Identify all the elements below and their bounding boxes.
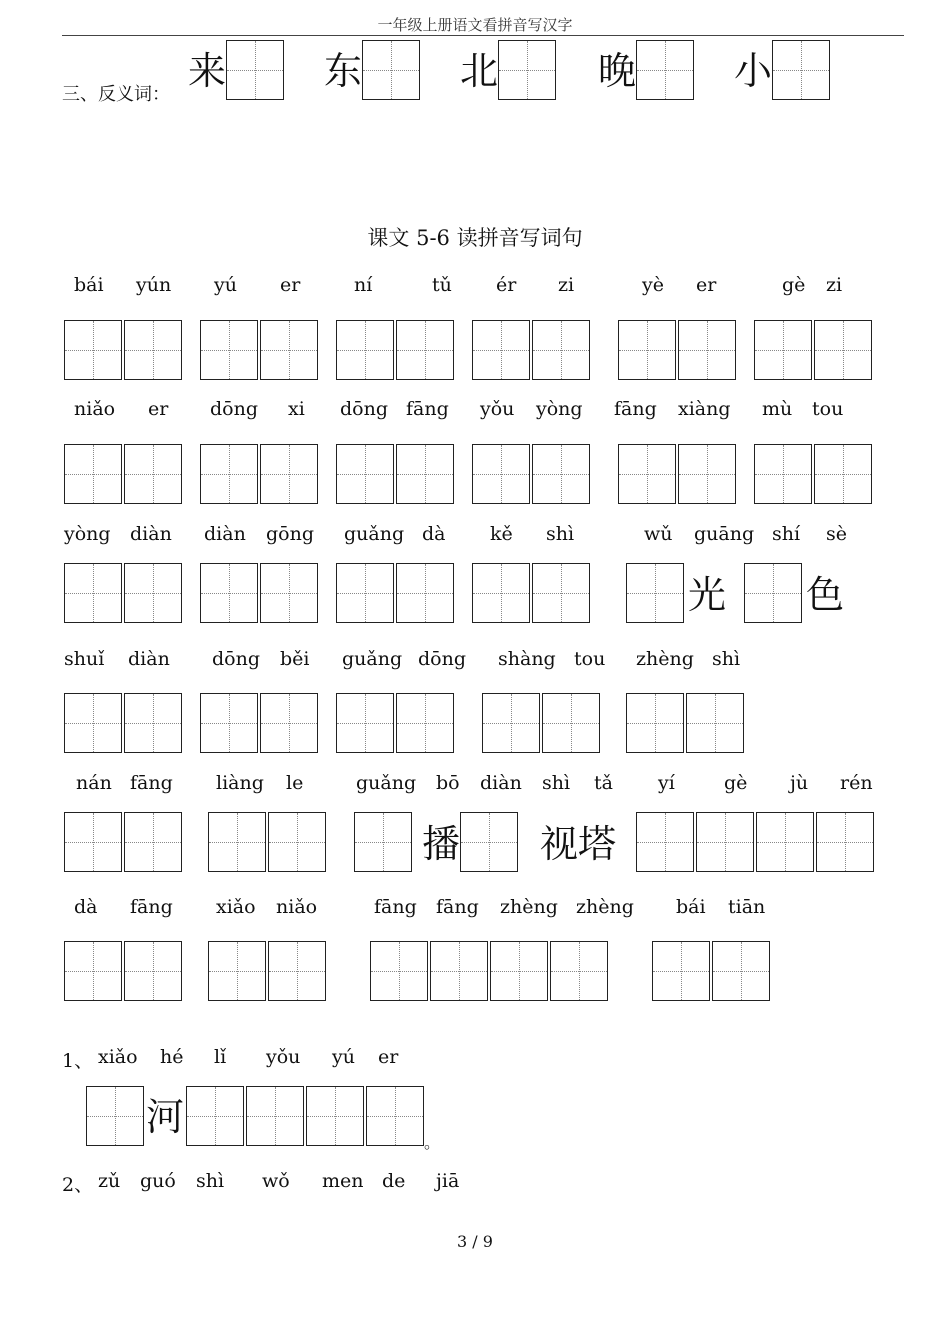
writing-cell[interactable]	[636, 812, 694, 872]
writing-cell[interactable]	[754, 444, 812, 504]
writing-cell[interactable]	[532, 444, 590, 504]
writing-cell[interactable]	[268, 812, 326, 872]
writing-cell[interactable]	[124, 693, 182, 753]
writing-cell[interactable]	[460, 812, 518, 872]
writing-cell[interactable]	[200, 320, 258, 380]
writing-cell[interactable]	[686, 693, 744, 753]
pinyin-syllable: ér	[496, 274, 517, 296]
writing-cell[interactable]	[626, 693, 684, 753]
writing-cell[interactable]	[64, 563, 122, 623]
pinyin-syllable: zhèng	[576, 896, 634, 918]
pinyin-syllable: diàn	[130, 523, 172, 545]
sentence-number: 2、	[62, 1174, 94, 1196]
given-character: 播	[422, 822, 461, 866]
pinyin-syllable: yǒu	[266, 1046, 301, 1068]
pinyin-syllable: hé	[160, 1046, 184, 1068]
writing-cell[interactable]	[336, 693, 394, 753]
pinyin-syllable: diàn	[128, 648, 170, 670]
pinyin-syllable: zi	[826, 274, 843, 296]
pinyin-syllable: guó	[140, 1170, 176, 1192]
writing-cell[interactable]	[532, 320, 590, 380]
pinyin-syllable: tou	[574, 648, 606, 670]
writing-cell[interactable]	[260, 563, 318, 623]
pinyin-syllable: le	[286, 772, 304, 794]
writing-cell[interactable]	[652, 941, 710, 1001]
pinyin-syllable: yú	[214, 274, 237, 296]
antonym-char: 小	[734, 49, 773, 93]
pinyin-syllable: sè	[826, 523, 847, 545]
writing-cell[interactable]	[814, 320, 872, 380]
writing-cell[interactable]	[354, 812, 412, 872]
header-divider	[62, 35, 904, 36]
writing-cell[interactable]	[306, 1086, 364, 1146]
pinyin-syllable: shuǐ	[64, 648, 105, 670]
pinyin-syllable: er	[148, 398, 169, 420]
writing-cell[interactable]	[472, 444, 530, 504]
section-title: 课文 5-6 读拼音写词句	[367, 226, 583, 250]
writing-cell[interactable]	[430, 941, 488, 1001]
pinyin-syllable: er	[696, 274, 717, 296]
writing-cell[interactable]	[618, 320, 676, 380]
pinyin-syllable: fāng	[130, 896, 173, 918]
pinyin-syllable: běi	[280, 648, 310, 670]
antonym-char: 北	[460, 49, 499, 93]
writing-cell[interactable]	[370, 941, 428, 1001]
pinyin-syllable: xiàng	[678, 398, 731, 420]
pinyin-syllable: shì	[542, 772, 571, 794]
pinyin-syllable: bái	[676, 896, 706, 918]
pinyin-syllable: yǒu	[480, 398, 515, 420]
writing-cell[interactable]	[712, 941, 770, 1001]
given-character: 河	[146, 1095, 185, 1139]
writing-cell[interactable]	[618, 444, 676, 504]
pinyin-syllable: guǎng	[342, 648, 403, 670]
pinyin-syllable: dōng	[418, 648, 467, 670]
writing-cell[interactable]	[246, 1086, 304, 1146]
pinyin-syllable: liàng	[216, 772, 264, 794]
pinyin-syllable: yòng	[64, 523, 111, 545]
writing-cell[interactable]	[678, 320, 736, 380]
writing-cell[interactable]	[498, 40, 556, 100]
pinyin-syllable: zhèng	[636, 648, 694, 670]
pinyin-syllable: jiā	[436, 1170, 460, 1192]
writing-cell[interactable]	[64, 320, 122, 380]
writing-cell[interactable]	[226, 40, 284, 100]
pinyin-syllable: zǔ	[98, 1170, 121, 1192]
pinyin-syllable: tiān	[728, 896, 766, 918]
pinyin-syllable: shí	[772, 523, 801, 545]
writing-cell[interactable]	[542, 693, 600, 753]
writing-cell[interactable]	[696, 812, 754, 872]
pinyin-syllable: shàng	[498, 648, 556, 670]
writing-cell[interactable]	[472, 563, 530, 623]
pinyin-syllable: wǒ	[262, 1170, 290, 1192]
sentence-number: 1、	[62, 1050, 94, 1072]
antonyms-label: 三、反义词：	[62, 84, 170, 105]
writing-cell[interactable]	[396, 563, 454, 623]
writing-cell[interactable]	[124, 320, 182, 380]
pinyin-syllable: er	[280, 274, 301, 296]
pinyin-syllable: niǎo	[74, 398, 116, 420]
pinyin-syllable: kě	[490, 523, 513, 545]
pinyin-syllable: guǎng	[356, 772, 417, 794]
writing-cell[interactable]	[482, 693, 540, 753]
writing-cell[interactable]	[86, 1086, 144, 1146]
writing-cell[interactable]	[362, 40, 420, 100]
writing-cell[interactable]	[200, 693, 258, 753]
writing-cell[interactable]	[124, 444, 182, 504]
writing-cell[interactable]	[772, 40, 830, 100]
pinyin-syllable: gōng	[266, 523, 315, 545]
antonym-char: 东	[324, 49, 363, 93]
writing-cell[interactable]	[756, 812, 814, 872]
pinyin-syllable: mù	[762, 398, 793, 420]
pinyin-syllable: tou	[812, 398, 844, 420]
pinyin-syllable: dōng	[212, 648, 261, 670]
pinyin-syllable: niǎo	[276, 896, 318, 918]
pinyin-syllable: diàn	[204, 523, 246, 545]
pinyin-syllable: men	[322, 1170, 364, 1192]
pinyin-syllable: fāng	[436, 896, 479, 918]
pinyin-syllable: fāng	[130, 772, 173, 794]
writing-cell[interactable]	[208, 941, 266, 1001]
writing-cell[interactable]	[366, 1086, 424, 1146]
pinyin-syllable: xiǎo	[98, 1046, 138, 1068]
given-character: 视塔	[540, 822, 617, 866]
writing-cell[interactable]	[472, 320, 530, 380]
pinyin-syllable: er	[378, 1046, 399, 1068]
pinyin-syllable: gè	[782, 274, 806, 296]
pinyin-syllable: fāng	[614, 398, 657, 420]
pinyin-syllable: dōng	[340, 398, 389, 420]
pinyin-syllable: ní	[354, 274, 373, 296]
given-character: 色	[806, 573, 845, 617]
pinyin-syllable: tǎ	[594, 772, 613, 794]
pinyin-syllable: yè	[642, 274, 664, 296]
writing-cell[interactable]	[636, 40, 694, 100]
pinyin-syllable: zi	[558, 274, 575, 296]
writing-cell[interactable]	[200, 563, 258, 623]
writing-cell[interactable]	[532, 563, 590, 623]
pinyin-syllable: yòng	[536, 398, 583, 420]
pinyin-syllable: yú	[332, 1046, 355, 1068]
pinyin-syllable: fāng	[406, 398, 449, 420]
writing-cell[interactable]	[124, 563, 182, 623]
writing-cell[interactable]	[208, 812, 266, 872]
pinyin-syllable: guǎng	[344, 523, 405, 545]
writing-cell[interactable]	[124, 941, 182, 1001]
writing-cell[interactable]	[64, 812, 122, 872]
pinyin-syllable: nán	[76, 772, 112, 794]
writing-cell[interactable]	[260, 320, 318, 380]
pinyin-syllable: xi	[288, 398, 305, 420]
writing-cell[interactable]	[64, 444, 122, 504]
pinyin-syllable: diàn	[480, 772, 522, 794]
writing-cell[interactable]	[396, 693, 454, 753]
pinyin-syllable: de	[382, 1170, 406, 1192]
writing-cell[interactable]	[64, 693, 122, 753]
writing-cell[interactable]	[124, 812, 182, 872]
writing-cell[interactable]	[678, 444, 736, 504]
pinyin-syllable: zhèng	[500, 896, 558, 918]
pinyin-syllable: rén	[840, 772, 873, 794]
writing-cell[interactable]	[396, 320, 454, 380]
writing-cell[interactable]	[626, 563, 684, 623]
pinyin-syllable: bái	[74, 274, 104, 296]
pinyin-syllable: yún	[136, 274, 172, 296]
pinyin-syllable: tǔ	[432, 274, 452, 296]
pinyin-syllable: dōng	[210, 398, 259, 420]
writing-cell[interactable]	[186, 1086, 244, 1146]
pinyin-syllable: dà	[422, 523, 446, 545]
writing-cell[interactable]	[490, 941, 548, 1001]
writing-cell[interactable]	[260, 444, 318, 504]
writing-cell[interactable]	[268, 941, 326, 1001]
pinyin-syllable: dà	[74, 896, 98, 918]
writing-cell[interactable]	[336, 444, 394, 504]
writing-cell[interactable]	[200, 444, 258, 504]
antonym-char: 晚	[598, 49, 637, 93]
writing-cell[interactable]	[64, 941, 122, 1001]
pinyin-syllable: guāng	[694, 523, 755, 545]
pinyin-syllable: jù	[790, 772, 809, 794]
writing-cell[interactable]	[396, 444, 454, 504]
pinyin-syllable: xiǎo	[216, 896, 256, 918]
writing-cell[interactable]	[260, 693, 318, 753]
writing-cell[interactable]	[336, 320, 394, 380]
pinyin-syllable: bō	[436, 772, 460, 794]
writing-cell[interactable]	[744, 563, 802, 623]
writing-cell[interactable]	[336, 563, 394, 623]
pinyin-syllable: yí	[658, 772, 675, 794]
given-character: 光	[688, 573, 727, 617]
pinyin-syllable: shì	[712, 648, 741, 670]
writing-cell[interactable]	[754, 320, 812, 380]
pinyin-syllable: gè	[724, 772, 748, 794]
pinyin-syllable: fāng	[374, 896, 417, 918]
page-header: 一年级上册语文看拼音写汉字	[377, 16, 573, 34]
pinyin-syllable: wǔ	[644, 523, 673, 545]
writing-cell[interactable]	[814, 444, 872, 504]
pinyin-syllable: lǐ	[214, 1046, 227, 1068]
sentence-end-mark: 。	[424, 1133, 441, 1152]
writing-cell[interactable]	[816, 812, 874, 872]
pinyin-syllable: shì	[546, 523, 575, 545]
page-number: 3 / 9	[457, 1232, 493, 1251]
writing-cell[interactable]	[550, 941, 608, 1001]
antonym-char: 来	[188, 49, 227, 93]
pinyin-syllable: shì	[196, 1170, 225, 1192]
